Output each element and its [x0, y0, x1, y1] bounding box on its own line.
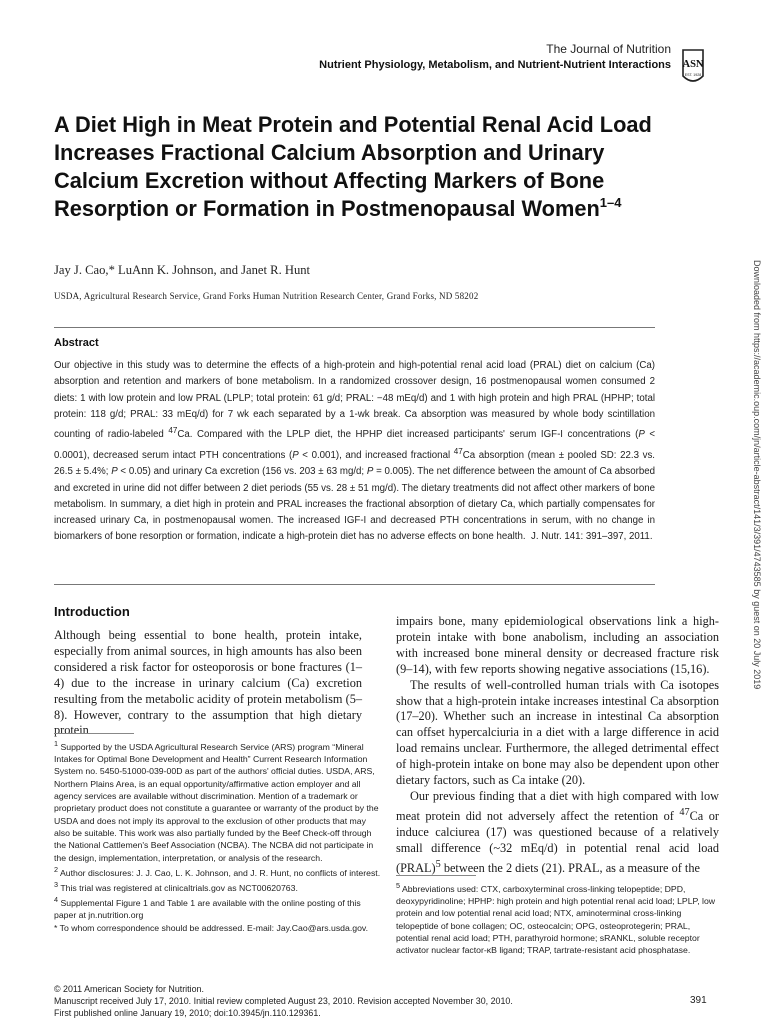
- footnote-rule: [396, 875, 476, 876]
- abstract-heading: Abstract: [54, 337, 99, 349]
- journal-name: The Journal of Nutrition: [546, 42, 671, 56]
- intro-paragraph: Although being essential to bone health, protein intake, especially from animal sources, in high amounts has also been considered a risk factor for osteoporosis or bone fractures (1–4) due to the increase in urinary calcium (Ca) excretion resulting from the metabolic acidity of protein metabolism (5–8). However, contrary to the assumption that high dietary protein: [54, 628, 362, 738]
- intro-paragraph: The results of well-controlled human trials with Ca isotopes show that a high-protein intake increases intestinal Ca absorption (17–20). Whether such an increase in intestinal Ca absorption can offset hypercalciuria in a diet with a large difference in acid load remains unclear. Furthermore, the alleged detrimental effect of high-protein intake on bone may also be dependent upon other dietary factors, such as Ca intake (20).: [396, 677, 719, 788]
- footnotes-right: [396, 880, 721, 957]
- publication-info: [54, 983, 534, 1020]
- footnote: $^1$ Supported by the USDA Agricultural Research Service (ARS) program “Mineral Intakes for Optimal Bone Development and Health” Current Research Information System no. 5450-51000-039-00D as part of the authors' official duties. USDA, ARS, Northern Plains Area, is an equal opportunity/affirmative action employer and all agency services are available without discrimination. Mention of a trademark or proprietary product does not constitute a guarantee or warranty of the product by the USDA and does not imply its approval to the exclusion of other products that may also be suitable. This work was also partially funded by the Beef Check-off through the National Cattlemen's Beef Association (NCBA). The NCBA did not participate in the design, implementation, interpretation, or analysis of the research.: [54, 739, 379, 863]
- download-watermark[interactable]: Downloaded from https://academic.oup.com/jn/article-abstract/141/3/391/4743585 by guest on 20 July 2019: [752, 260, 762, 690]
- footnote: * To whom correspondence should be addressed. E-mail: Jay.Cao@ars.usda.gov.: [54, 922, 369, 933]
- abstract-rule-top: [54, 327, 655, 328]
- left-column: [54, 628, 362, 739]
- affiliation: USDA, Agricultural Research Service, Grand Forks Human Nutrition Research Center, Grand Forks, ND 58202: [54, 291, 479, 301]
- footnote: $^2$ Author disclosures: J. J. Cao, L. K. Johnson, and J. R. Hunt, no conflicts of interest.: [54, 864, 381, 878]
- footnote: $^4$ Supplemental Figure 1 and Table 1 are available with the online posting of this paper at jn.nutrition.org: [54, 895, 361, 921]
- author-list: Jay J. Cao,* LuAnn K. Johnson, and Janet R. Hunt: [54, 263, 311, 277]
- copyright: © 2011 American Society for Nutrition.: [54, 984, 204, 994]
- intro-paragraph: impairs bone, many epidemiological observations link a high-protein intake with bone anabolism, including an association with increased bone mineral density or decreased fracture risk (9–14), with few reports showing negative associations (15,16).: [396, 614, 719, 676]
- title-footnote-marker: 1–4: [599, 195, 622, 210]
- page-number: 391: [690, 995, 707, 1006]
- abstract-body: Our objective in this study was to determine the effects of a high-protein and high-potential renal acid load (PRAL) diet on calcium (Ca) absorption and retention and markers of bone metabolism. In a randomized crossover design, 16 postmenopausal women consumed 2 diets: 1 with low protein and low PRAL (LPLP; total protein: 61 g/d; PRAL: −48 mEq/d) and 1 with high protein and high PRAL (HPHP; total protein: 118 g/d; PRAL: 33 mEq/d) for 7 wk each separated by a 1-wk break. Ca absorption was measured by whole body scintillation counting of radio-labeled $^{47}$Ca. Compared with the LPLP diet, the HPHP diet increased participants' serum IGF-I concentrations (P < 0.0001), decreased serum intact PTH concentrations (P < 0.001), and increased fractional $^{47}$Ca absorption (mean ± pooled SD: 22.3 vs. 26.5 ± 5.4%; P < 0.05) and urinary Ca excretion (156 vs. 203 ± 63 mg/d; P = 0.005). The net difference between the amount of Ca absorbed and excreted in urine did not differ between 2 diet periods (55 vs. 28 ± 51 mg/d). The dietary treatments did not affect other markers of bone metabolism. In summary, a diet high in protein and PRAL increases the fractional absorption of dietary Ca, which partially compensates for increased urinary Ca, in postmenopausal women. The increased IGF-I and decreased PTH concentrations in serum, with no change in biomarkers of bone resorption or formation, indicate a high-protein diet has no adverse effects on bone health. J. Nutr. 141: 391–397, 2011.: [54, 360, 656, 543]
- journal-section: Nutrient Physiology, Metabolism, and Nutrient-Nutrient Interactions: [319, 59, 671, 71]
- abstract-citation: J. Nutr. 141: 391–397, 2011.: [530, 531, 653, 543]
- article-title-text: A Diet High in Meat Protein and Potential Renal Acid Load Increases Fractional Calcium Absorption and Urinary Calcium Excretion without Affecting Markers of Bone Resorption or Formation in Postmenopausal Women: [54, 112, 652, 221]
- footnote-rule: [54, 733, 134, 734]
- asn-logo-text: ASN: [682, 59, 704, 70]
- intro-paragraph: Our previous finding that a diet with high compared with low meat protein did not adversely affect the retention of $^{47}$Ca or induce calciurea (17) was questioned because of a relatively small difference (~32 mEq/d) in potential renal acid load (PRAL)$^5$ between the 2 diets (21). PRAL, as a measure of the: [396, 788, 719, 875]
- asn-logo-subtext: EST. 1928: [684, 73, 702, 77]
- manuscript-dates: Manuscript received July 17, 2010. Initial review completed August 23, 2010. Revision accepted November 30, 2010.: [54, 996, 513, 1007]
- footnote: $^3$ This trial was registered at clinicaltrials.gov as NCT00620763.: [54, 880, 298, 893]
- introduction-heading: Introduction: [54, 604, 130, 619]
- asn-logo-icon: [680, 46, 706, 88]
- footnotes-left: [54, 738, 384, 934]
- abstract-rule-bottom: [54, 584, 655, 585]
- right-column: [396, 614, 719, 877]
- footnote-abbreviations: $^5$ Abbreviations used: CTX, carboxyterminal cross-linking telopeptide; DPD, deoxypyridinoline; HPHP: high protein and high potential renal acid load; LPLP, low protein and low potential renal acid load; NTX, aminoterminal cross-linking telopeptide of bone collagen; OC, osteocalcin; OPG, osteoprotegerin; PRAL, potential renal acid load; PTH, parathyroid hormone; sRANKL, soluble receptor activator nuclear factor-κB ligand; TRAP, tartrate-resistant acid phosphatase.: [396, 881, 716, 956]
- article-title: [54, 111, 654, 223]
- doi-line: First published online January 19, 2010; doi:10.3945/jn.110.129361.: [54, 1008, 321, 1019]
